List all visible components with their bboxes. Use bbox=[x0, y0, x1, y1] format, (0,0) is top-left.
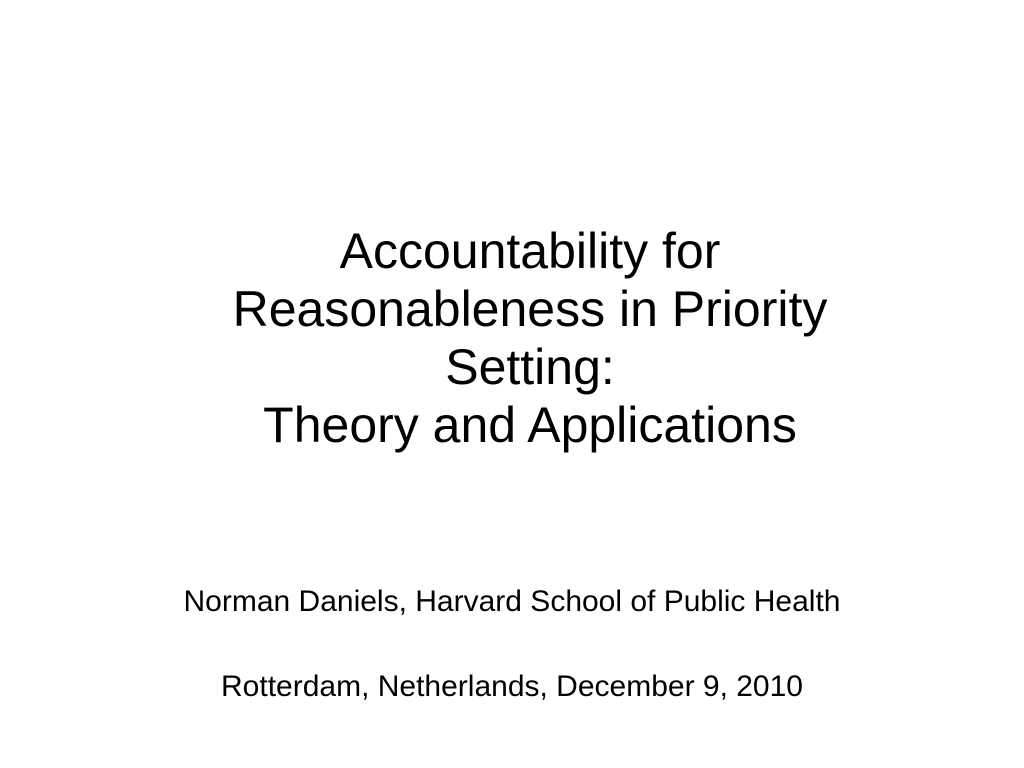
title-line-1: Accountability for bbox=[339, 223, 721, 279]
title-line-4: Theory and Applications bbox=[263, 397, 797, 453]
author-line: Norman Daniels, Harvard School of Public Health bbox=[183, 585, 841, 618]
title-line-3: Setting: bbox=[445, 339, 615, 395]
title-line-2: Reasonableness in Priority bbox=[232, 281, 828, 337]
venue-date-line: Rotterdam, Netherlands, December 9, 2010 bbox=[221, 670, 803, 703]
slide-title bbox=[130, 222, 930, 454]
